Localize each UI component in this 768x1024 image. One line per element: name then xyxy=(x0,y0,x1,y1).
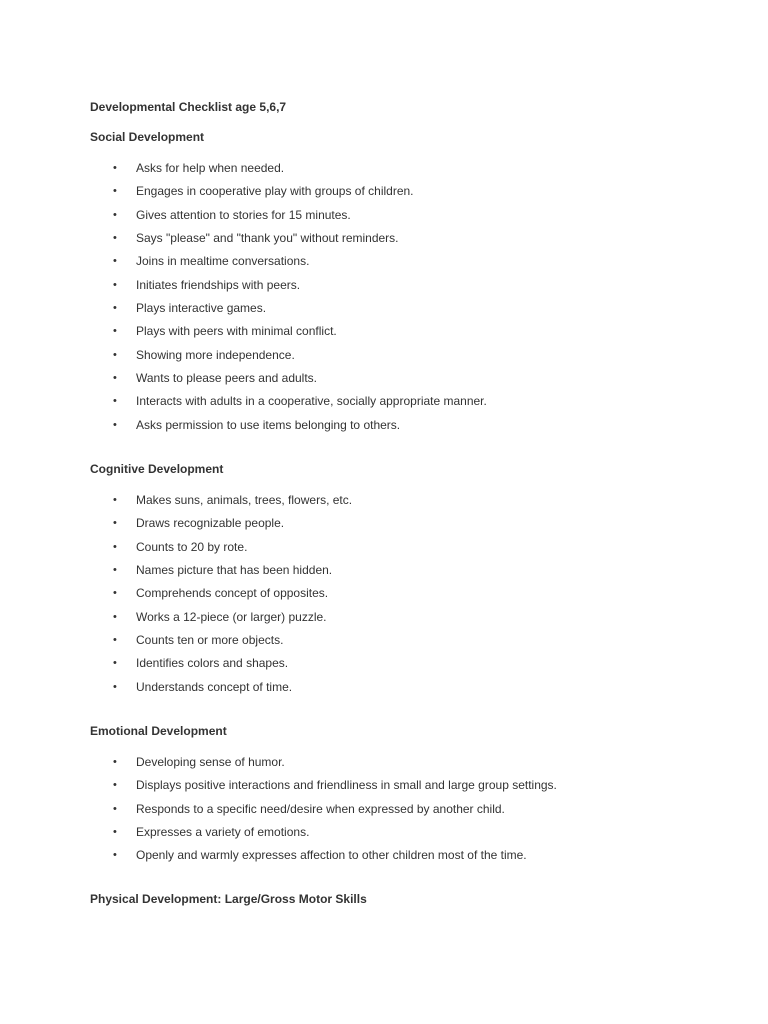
list-item-text: Comprehends concept of opposites. xyxy=(136,586,329,601)
list-item xyxy=(0,253,768,276)
bullet-icon: • xyxy=(113,826,117,839)
list-item-text: Asks permission to use items belonging to others. xyxy=(136,417,401,432)
list-item xyxy=(0,300,768,323)
list-item xyxy=(0,824,768,847)
bullet-icon: • xyxy=(113,255,117,268)
bullet-icon: • xyxy=(113,517,117,530)
list-item-text: Engages in cooperative play with groups of children. xyxy=(136,184,414,199)
list-item xyxy=(0,183,768,206)
list-item xyxy=(0,801,768,824)
list-item-text: Interacts with adults in a cooperative, socially appropriate manner. xyxy=(136,394,487,409)
list-item xyxy=(0,323,768,346)
bullet-icon: • xyxy=(113,657,117,670)
section-heading-physical: Physical Development: Large/Gross Motor Skills xyxy=(90,892,367,906)
list-item-text: Initiates friendships with peers. xyxy=(136,277,301,292)
list-item xyxy=(0,679,768,702)
bullet-icon: • xyxy=(113,756,117,768)
section-heading-social: Social Development xyxy=(90,130,205,144)
list-cognitive xyxy=(0,492,768,702)
list-item-text: Responds to a specific need/desire when expressed by another child. xyxy=(136,801,505,816)
bullet-icon: • xyxy=(113,802,117,815)
list-item xyxy=(0,492,768,515)
bullet-icon: • xyxy=(113,162,117,174)
list-item xyxy=(0,754,768,777)
list-emotional xyxy=(0,754,768,871)
list-item-text: Asks for help when needed. xyxy=(136,161,285,175)
bullet-icon: • xyxy=(113,232,117,245)
list-item xyxy=(0,417,768,440)
list-item xyxy=(0,777,768,800)
list-item xyxy=(0,515,768,538)
bullet-icon: • xyxy=(113,540,117,553)
list-item-text: Gives attention to stories for 15 minutes. xyxy=(136,207,351,222)
bullet-icon: • xyxy=(113,185,117,198)
list-item xyxy=(0,585,768,608)
bullet-icon: • xyxy=(113,302,117,315)
list-item-text: Makes suns, animals, trees, flowers, etc. xyxy=(136,493,353,507)
list-social xyxy=(0,160,768,440)
list-item xyxy=(0,370,768,393)
list-item xyxy=(0,230,768,253)
bullet-icon: • xyxy=(113,587,117,600)
list-item-text: Counts to 20 by rote. xyxy=(136,539,248,554)
bullet-icon: • xyxy=(113,325,117,338)
bullet-icon: • xyxy=(113,680,117,693)
list-item-text: Understands concept of time. xyxy=(136,679,293,694)
list-item-text: Counts ten or more objects. xyxy=(136,633,284,648)
list-item xyxy=(0,539,768,562)
list-item xyxy=(0,632,768,655)
bullet-icon: • xyxy=(113,610,117,623)
list-item-text: Joins in mealtime conversations. xyxy=(136,254,310,269)
list-item-text: Expresses a variety of emotions. xyxy=(136,825,310,840)
bullet-icon: • xyxy=(113,849,117,862)
document-title: Developmental Checklist age 5,6,7 xyxy=(90,100,287,114)
list-item xyxy=(0,347,768,370)
list-item-text: Wants to please peers and adults. xyxy=(136,371,317,386)
list-item-text: Displays positive interactions and friendliness in small and large group settings. xyxy=(136,778,557,793)
list-item-text: Names picture that has been hidden. xyxy=(136,563,333,578)
bullet-icon: • xyxy=(113,348,117,361)
bullet-icon: • xyxy=(113,278,117,291)
list-item xyxy=(0,393,768,416)
bullet-icon: • xyxy=(113,418,117,431)
bullet-icon: • xyxy=(113,494,117,506)
list-item xyxy=(0,562,768,585)
bullet-icon: • xyxy=(113,208,117,221)
list-item-text: Openly and warmly expresses affection to other children most of the time. xyxy=(136,848,527,863)
bullet-icon: • xyxy=(113,564,117,577)
list-item-text: Developing sense of humor. xyxy=(136,755,285,769)
bullet-icon: • xyxy=(113,372,117,385)
list-item-text: Works a 12-piece (or larger) puzzle. xyxy=(136,609,327,624)
bullet-icon: • xyxy=(113,395,117,408)
list-item-text: Identifies colors and shapes. xyxy=(136,656,289,671)
list-item xyxy=(0,847,768,870)
list-item-text: Plays interactive games. xyxy=(136,301,267,316)
list-item-text: Draws recognizable people. xyxy=(136,516,285,531)
list-item xyxy=(0,207,768,230)
bullet-icon: • xyxy=(113,779,117,792)
list-item-text: Showing more independence. xyxy=(136,347,295,362)
list-item xyxy=(0,277,768,300)
section-heading-cognitive: Cognitive Development xyxy=(90,462,224,476)
list-item xyxy=(0,160,768,183)
list-item xyxy=(0,609,768,632)
section-heading-emotional: Emotional Development xyxy=(90,724,227,738)
list-item-text: Says "please" and "thank you" without reminders. xyxy=(136,231,399,246)
list-item-text: Plays with peers with minimal conflict. xyxy=(136,324,337,339)
bullet-icon: • xyxy=(113,634,117,647)
list-item xyxy=(0,655,768,678)
